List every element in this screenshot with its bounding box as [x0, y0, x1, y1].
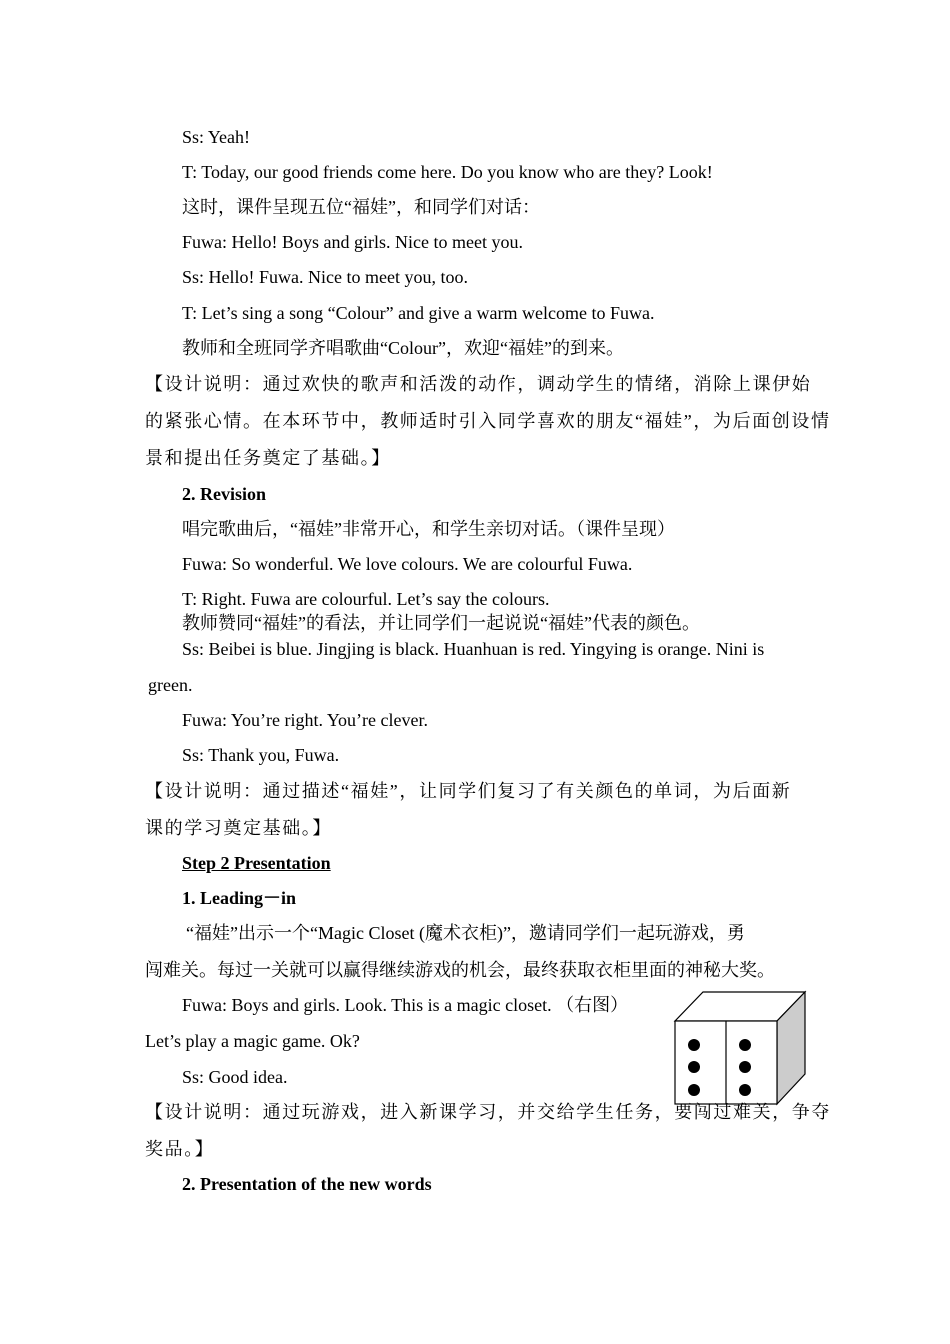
dialogue-line: Fuwa: Boys and girls. Look. This is a magic closet. （右图）: [182, 995, 629, 1015]
magic-closet-illustration: [672, 990, 808, 1108]
narration-line: 唱完歌曲后，“福娃”非常开心，和学生亲切对话。（课件呈现）: [182, 519, 675, 539]
closet-knob: [739, 1061, 751, 1073]
design-note-line: 【设计说明：通过欢快的歌声和活泼的动作，调动学生的情绪，消除上课伊始: [145, 374, 812, 394]
dialogue-line: Ss: Thank you, Fuwa.: [182, 745, 340, 765]
closet-knob: [688, 1084, 700, 1096]
narration-line: 闯难关。每过一关就可以赢得继续游戏的机会，最终获取衣柜里面的神秘大奖。: [145, 960, 775, 980]
design-note-line: 奖品。】: [145, 1139, 215, 1159]
section-heading: 2. Presentation of the new words: [182, 1174, 432, 1194]
dialogue-line: Let’s play a magic game. Ok?: [145, 1031, 360, 1051]
design-note-line: 【设计说明：通过玩游戏，进入新课学习，并交给学生任务，要闯过难关，争夺: [145, 1102, 831, 1122]
closet-knob: [688, 1061, 700, 1073]
narration-line: 这时，课件呈现五位“福娃”，和同学们对话：: [182, 197, 540, 217]
narration-line: 教师和全班同学齐唱歌曲“Colour”，欢迎“福娃”的到来。: [182, 338, 624, 358]
dialogue-line: green.: [148, 675, 193, 695]
section-heading: 2. Revision: [182, 484, 267, 504]
design-note-line: 【设计说明：通过描述“福娃”，让同学们复习了有关颜色的单词，为后面新: [145, 781, 792, 801]
dialogue-line: Ss: Beibei is blue. Jingjing is black. Huanhuan is red. Yingying is orange. Nini is: [182, 639, 765, 659]
design-note-line: 的紧张心情。在本环节中，教师适时引入同学喜欢的朋友“福娃”，为后面创设情: [145, 411, 831, 431]
dialogue-line: Fuwa: So wonderful. We love colours. We are colourful Fuwa.: [182, 554, 633, 574]
design-note-line: 景和提出任务奠定了基础。】: [145, 448, 391, 468]
dialogue-line: Fuwa: You’re right. You’re clever.: [182, 710, 428, 730]
section-heading: 1. Leading－in: [182, 888, 297, 908]
dialogue-line: Fuwa: Hello! Boys and girls. Nice to meet you.: [182, 232, 523, 252]
step-heading: Step 2 Presentation: [182, 853, 331, 873]
dialogue-line: T: Today, our good friends come here. Do you know who are they? Look!: [182, 162, 713, 182]
closet-knob: [739, 1039, 751, 1051]
dialogue-line: Ss: Good idea.: [182, 1067, 288, 1087]
narration-line: 教师赞同“福娃”的看法，并让同学们一起说说“福娃”代表的颜色。: [182, 613, 700, 633]
dialogue-line: Ss: Yeah!: [182, 127, 251, 147]
dialogue-line: T: Right. Fuwa are colourful. Let’s say the colours.: [182, 589, 550, 609]
dialogue-line: T: Let’s sing a song “Colour” and give a warm welcome to Fuwa.: [182, 303, 655, 323]
closet-knob: [688, 1039, 700, 1051]
narration-line: “福娃”出示一个“Magic Closet (魔术衣柜)”，邀请同学们一起玩游戏，勇: [186, 923, 745, 943]
design-note-line: 课的学习奠定基础。】: [145, 818, 332, 838]
closet-knob: [739, 1084, 751, 1096]
dialogue-line: Ss: Hello! Fuwa. Nice to meet you, too.: [182, 267, 468, 287]
